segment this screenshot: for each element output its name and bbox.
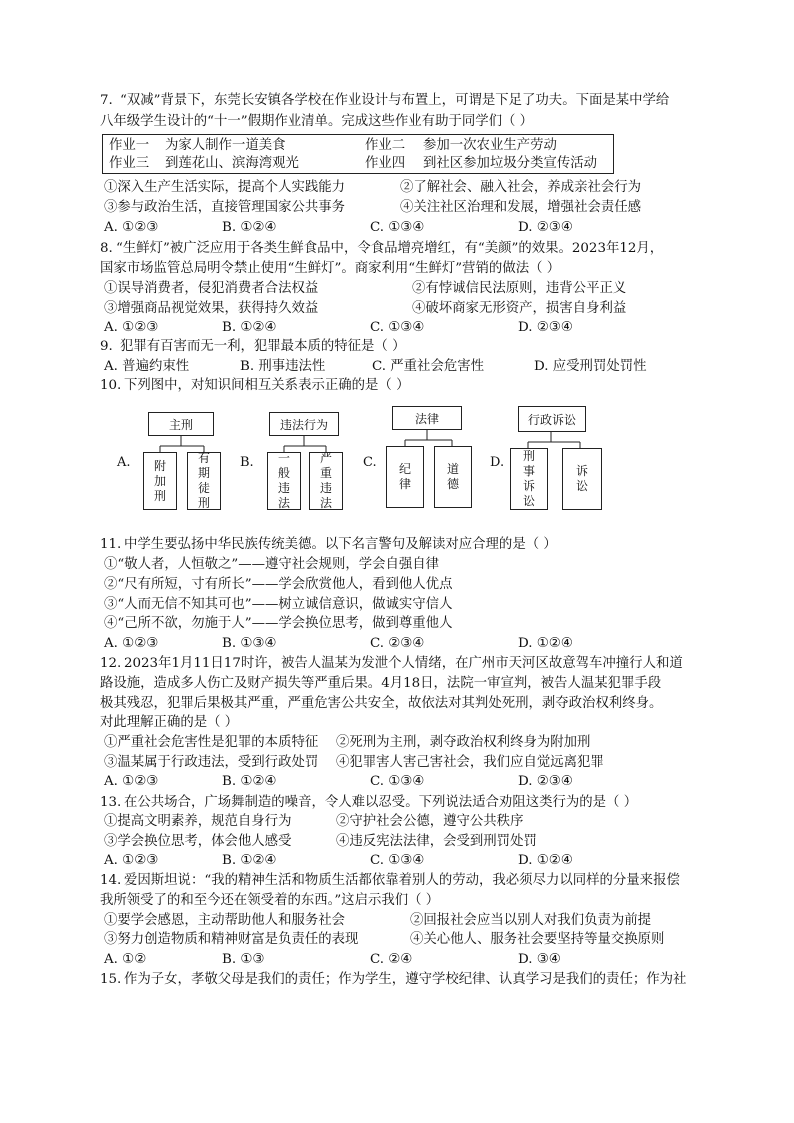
q12-statement-1: ①严重社会危害性是犯罪的本质特征 [104,735,319,750]
q8-statement-1: ①误导消费者，侵犯消费者合法权益 [104,281,319,296]
q7-statement-1: ①深入生产生活实际，提高个人实践能力 [104,180,346,195]
q10-diagram-a-top-box: 主刑 [148,412,214,436]
q7-statement-2: ②了解社会、融入社会，养成亲社会行为 [400,180,642,195]
q10-diagram-c-top-box: 法律 [392,406,462,430]
q7-table-name-4: 作业四 [365,156,406,171]
q7-stem-line1: “双减”背景下，东莞长安镇各学校在作业设计与布置上，可谓是下足了功夫。下面是某中学给 [120,93,670,108]
q15-stem-line1: 作为子女，孝敬父母是我们的责任；作为学生，遵守学校纪律、认真学习是我们的责任；作为社 [124,972,687,987]
q12-option-d[interactable]: D. ②③④ [518,774,573,789]
q7-option-c[interactable]: C. ①③④ [370,220,425,235]
q11-statement-3: ③“人而无信不知其可也”——树立诚信意识，做诚实守信人 [104,597,453,612]
q10-diagram-a-right-box: 有期徒刑 [187,452,221,510]
q11-option-c[interactable]: C. ②③④ [370,636,425,651]
q14-option-b[interactable]: B. ①③ [222,952,265,967]
q10-diagram-d-top-box: 行政诉讼 [518,406,586,432]
q14-option-c[interactable]: C. ②④ [370,952,413,967]
q10-diagram-d-right-box: 诉讼 [562,448,602,510]
q7-statement-4: ④关注社区治理和发展，增强社会责任感 [400,200,642,215]
q12-number: 12. [100,656,122,671]
q11-option-b[interactable]: B. ①③④ [222,636,277,651]
q10-diagram-a-label[interactable]: A. [117,455,131,470]
q13-statement-2: ②守护社会公德，遵守公共秩序 [336,814,524,829]
q9-option-a[interactable]: A. 普遍约束性 [104,359,190,374]
q8-option-a[interactable]: A. ①②③ [104,320,159,335]
q11-statement-4: ④“己所不欲，勿施于人”——学会换位思考，做到尊重他人 [104,616,453,631]
q10-diagram-c-right-box: 道德 [434,446,472,508]
q10-diagram-d-label[interactable]: D. [490,455,505,470]
q8-option-d[interactable]: D. ②③④ [518,320,573,335]
q13-option-d[interactable]: D. ①②④ [518,853,573,868]
q7-statement-3: ③参与政治生活，直接管理国家公共事务 [104,200,346,215]
q11-stem: 中学生要弘扬中华民族传统美德。以下名言警句及解读对应合理的是（ ） [124,537,557,552]
q8-stem-line2: 国家市场监管总局明令禁止使用“生鲜灯”。商家利用“生鲜灯”营销的做法（ ） [100,261,561,276]
q14-statement-4: ④关心他人、服务社会要坚持等量交换原则 [410,932,665,947]
q7-option-a[interactable]: A. ①②③ [104,220,159,235]
q11-number: 11. [100,537,122,552]
q13-option-c[interactable]: C. ①③④ [370,853,425,868]
q10-diagram-b-top-box: 违法行为 [269,412,339,436]
q7-table-name-3: 作业三 [109,156,150,171]
q15-number: 15. [100,972,122,987]
q14-statement-3: ③努力创造物质和精神财富是负责任的表现 [104,932,359,947]
q11-statement-2: ②“尺有所短，寸有所长”——学会欣赏他人，看到他人优点 [104,577,453,592]
q12-stem-line1: 2023年1月11日17时许，被告人温某为发泄个人情绪，在广州市天河区故意驾车冲撞行人和道 [124,656,683,671]
q10-diagram-b-left-box: 一般违法 [267,452,301,510]
q13-number: 13. [100,795,122,810]
q12-statement-3: ③温某属于行政违法，受到行政处罚 [104,755,319,770]
q12-option-c[interactable]: C. ①③④ [370,774,425,789]
q9-option-b[interactable]: B. 刑事违法性 [240,359,326,374]
q13-statement-1: ①提高文明素养，规范自身行为 [104,814,292,829]
q11-option-a[interactable]: A. ①②③ [104,636,159,651]
q10-diagram-d-left-box: 刑事诉讼 [510,448,548,510]
q14-number: 14. [100,873,122,888]
q7-homework-table [102,134,614,174]
q10-stem: 下列图中，对知识间相互关系表示正确的是（ ） [124,378,410,393]
q14-stem-line2: 我所领受了的和至今还在领受着的东西。”这启示我们（ ） [100,893,440,908]
q8-statement-4: ④破坏商家无形资产，损害自身利益 [412,301,627,316]
q11-statement-1: ①“敬人者，人恒敬之”——遵守社会规则，学会自强自律 [104,557,440,572]
q10-diagram-c-label[interactable]: C. [363,455,377,470]
q14-option-a[interactable]: A. ①② [104,952,147,967]
q8-option-b[interactable]: B. ①②④ [222,320,277,335]
q9-option-c[interactable]: C. 严重社会危害性 [372,359,485,374]
q12-stem-line4: 对此理解正确的是（ ） [100,715,239,730]
q12-stem-line3: 极其残忍，犯罪后果极其严重，严重危害公共安全，故依法对其判处死刑，剥夺政治权利终身。 [100,696,663,711]
q10-diagram-b-right-box: 严重违法 [309,452,343,510]
q13-stem: 在公共场合，广场舞制造的噪音，令人难以忍受。下列说法适合劝阻这类行为的是（ ） [124,795,638,810]
q7-stem-line2: 八年级学生设计的“十一”假期作业清单。完成这些作业有助于同学们（ ） [100,114,534,129]
q13-option-b[interactable]: B. ①②④ [222,853,277,868]
q11-option-d[interactable]: D. ①②④ [518,636,573,651]
q14-statement-2: ②回报社会应当以别人对我们负责为前提 [410,913,652,928]
q7-option-d[interactable]: D. ②③④ [518,220,573,235]
q7-table-task-1: 为家人制作一道美食 [165,138,286,153]
q13-statement-4: ④违反宪法法律，会受到刑罚处罚 [336,834,537,849]
q12-stem-line2: 路设施，造成多人伤亡及财产损失等严重后果。4月18日，法院一审宣判，被告人温某犯罪手段 [100,676,662,691]
q12-statement-4: ④犯罪害人害己害社会，我们应自觉远离犯罪 [336,755,604,770]
q7-table-task-4: 到社区参加垃圾分类宣传活动 [423,156,598,171]
q10-number: 10. [100,378,122,393]
q14-statement-1: ①要学会感恩，主动帮助他人和服务社会 [104,913,346,928]
q10-diagram-b-label[interactable]: B. [240,455,254,470]
q14-option-d[interactable]: D. ③④ [518,952,561,967]
q7-number: 7. [100,93,113,108]
q13-statement-3: ③学会换位思考，体会他人感受 [104,834,292,849]
q9-stem: 犯罪有百害而无一利，犯罪最本质的特征是（ ） [120,339,406,354]
q13-option-a[interactable]: A. ①②③ [104,853,159,868]
q12-option-b[interactable]: B. ①②④ [222,774,277,789]
q12-option-a[interactable]: A. ①②③ [104,774,159,789]
q8-number: 8. [100,241,113,256]
q8-statement-2: ②有悖诚信民法原则，违背公平正义 [412,281,627,296]
q10-diagram-a-left-box: 附加刑 [143,452,177,510]
q8-stem-line1: “生鲜灯”被广泛应用于各类生鲜食品中，令食品增亮增红，有“美颜”的效果。2023年12月， [116,241,664,256]
q8-option-c[interactable]: C. ①③④ [370,320,425,335]
q9-number: 9. [100,339,113,354]
q7-table-task-3: 到莲花山、滨海湾观光 [165,156,299,171]
q7-option-b[interactable]: B. ①②④ [222,220,277,235]
q7-table-name-1: 作业一 [109,138,150,153]
q8-statement-3: ③增强商品视觉效果，获得持久效益 [104,301,319,316]
q7-table-name-2: 作业二 [365,138,406,153]
q7-table-task-2: 参加一次农业生产劳动 [423,138,557,153]
q10-diagram-c-left-box: 纪律 [386,446,424,508]
q14-stem-line1: 爱因斯坦说：“我的精神生活和物质生活都依靠着别人的劳动，我必须尽力以同样的分量来报偿 [124,873,680,888]
q12-statement-2: ②死刑为主刑，剥夺政治权利终身为附加刑 [336,735,591,750]
q9-option-d[interactable]: D. 应受刑罚处罚性 [534,359,647,374]
